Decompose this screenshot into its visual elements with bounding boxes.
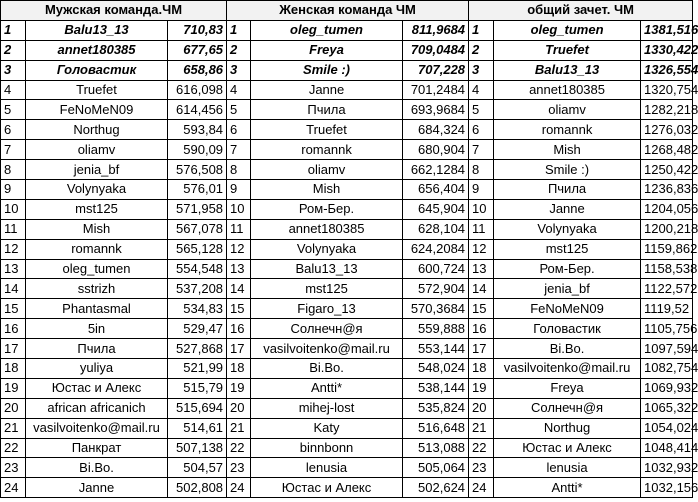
women-score-cell: 570,3684 — [403, 299, 469, 319]
women-rank-cell: 5 — [227, 100, 251, 120]
men-score-cell: 554,548 — [168, 259, 227, 279]
women-rank-cell: 4 — [227, 80, 251, 100]
men-name-cell: Mish — [26, 219, 168, 239]
table-row — [1, 100, 693, 120]
overall-name-cell: Smile :) — [494, 160, 641, 180]
women-score-cell: 701,2484 — [403, 80, 469, 100]
women-rank-cell: 18 — [227, 359, 251, 379]
overall-rank-cell: 3 — [469, 60, 494, 80]
men-score-cell: 502,808 — [168, 478, 227, 498]
overall-score-cell: 1326,554 — [641, 60, 693, 80]
table-row — [1, 279, 693, 299]
table-row — [1, 60, 693, 80]
men-name-cell: mst125 — [26, 199, 168, 219]
overall-name-cell: Northug — [494, 418, 641, 438]
overall-name-cell: Mish — [494, 140, 641, 160]
header-men-team: Мужская команда.ЧМ — [1, 1, 227, 21]
men-rank-cell: 23 — [1, 458, 26, 478]
overall-name-cell: Volynyaka — [494, 219, 641, 239]
overall-rank-cell: 24 — [469, 478, 494, 498]
women-rank-cell: 16 — [227, 319, 251, 339]
men-score-cell: 658,86 — [168, 60, 227, 80]
table-row — [1, 359, 693, 379]
women-score-cell: 680,904 — [403, 140, 469, 160]
men-name-cell: yuliya — [26, 359, 168, 379]
overall-score-cell: 1122,572 — [641, 279, 693, 299]
women-name-cell: Volynyaka — [251, 239, 403, 259]
men-name-cell: Панкрат — [26, 438, 168, 458]
men-score-cell: 504,57 — [168, 458, 227, 478]
women-name-cell: Bi.Bo. — [251, 359, 403, 379]
table-row — [1, 80, 693, 100]
women-name-cell: Truefet — [251, 120, 403, 140]
overall-name-cell: mst125 — [494, 239, 641, 259]
women-name-cell: mst125 — [251, 279, 403, 299]
overall-score-cell: 1204,056 — [641, 199, 693, 219]
overall-name-cell: jenia_bf — [494, 279, 641, 299]
men-score-cell: 515,694 — [168, 398, 227, 418]
overall-score-cell: 1032,932 — [641, 458, 693, 478]
men-score-cell: 527,868 — [168, 339, 227, 359]
overall-rank-cell: 9 — [469, 180, 494, 200]
women-score-cell: 535,824 — [403, 398, 469, 418]
overall-score-cell: 1105,756 — [641, 319, 693, 339]
table-row — [1, 259, 693, 279]
table-row — [1, 378, 693, 398]
overall-rank-cell: 20 — [469, 398, 494, 418]
overall-rank-cell: 6 — [469, 120, 494, 140]
men-rank-cell: 4 — [1, 80, 26, 100]
men-rank-cell: 6 — [1, 120, 26, 140]
women-score-cell: 656,404 — [403, 180, 469, 200]
women-name-cell: oliamv — [251, 160, 403, 180]
table-row — [1, 120, 693, 140]
table-row — [1, 160, 693, 180]
women-score-cell: 553,144 — [403, 339, 469, 359]
men-score-cell: 590,09 — [168, 140, 227, 160]
overall-rank-cell: 5 — [469, 100, 494, 120]
overall-name-cell: Freya — [494, 378, 641, 398]
table-row — [1, 438, 693, 458]
overall-rank-cell: 2 — [469, 40, 494, 60]
women-score-cell: 645,904 — [403, 199, 469, 219]
women-score-cell: 811,9684 — [403, 20, 469, 40]
women-name-cell: Katy — [251, 418, 403, 438]
men-score-cell: 565,128 — [168, 239, 227, 259]
overall-name-cell: Солнечн@я — [494, 398, 641, 418]
men-rank-cell: 13 — [1, 259, 26, 279]
men-name-cell: Balu13_13 — [26, 20, 168, 40]
women-rank-cell: 2 — [227, 40, 251, 60]
men-name-cell: Головастик — [26, 60, 168, 80]
overall-rank-cell: 10 — [469, 199, 494, 219]
overall-name-cell: Головастик — [494, 319, 641, 339]
women-score-cell: 572,904 — [403, 279, 469, 299]
women-rank-cell: 23 — [227, 458, 251, 478]
overall-name-cell: Пчила — [494, 180, 641, 200]
men-rank-cell: 9 — [1, 180, 26, 200]
men-rank-cell: 19 — [1, 378, 26, 398]
men-name-cell: sstrizh — [26, 279, 168, 299]
women-rank-cell: 20 — [227, 398, 251, 418]
women-score-cell: 707,228 — [403, 60, 469, 80]
men-rank-cell: 1 — [1, 20, 26, 40]
women-name-cell: Ром-Бер. — [251, 199, 403, 219]
women-score-cell: 548,024 — [403, 359, 469, 379]
table-row — [1, 180, 693, 200]
overall-score-cell: 1276,032 — [641, 120, 693, 140]
overall-name-cell: oliamv — [494, 100, 641, 120]
women-rank-cell: 8 — [227, 160, 251, 180]
overall-rank-cell: 7 — [469, 140, 494, 160]
women-name-cell: Пчила — [251, 100, 403, 120]
overall-score-cell: 1282,218 — [641, 100, 693, 120]
men-name-cell: Truefet — [26, 80, 168, 100]
overall-score-cell: 1065,322 — [641, 398, 693, 418]
overall-name-cell: Юстас и Алекс — [494, 438, 641, 458]
table-row — [1, 458, 693, 478]
men-rank-cell: 12 — [1, 239, 26, 259]
women-score-cell: 709,0484 — [403, 40, 469, 60]
overall-score-cell: 1097,594 — [641, 339, 693, 359]
men-score-cell: 614,456 — [168, 100, 227, 120]
women-name-cell: mihej-lost — [251, 398, 403, 418]
overall-rank-cell: 15 — [469, 299, 494, 319]
overall-rank-cell: 17 — [469, 339, 494, 359]
women-rank-cell: 10 — [227, 199, 251, 219]
women-rank-cell: 14 — [227, 279, 251, 299]
women-score-cell: 662,1284 — [403, 160, 469, 180]
women-score-cell: 624,2084 — [403, 239, 469, 259]
men-score-cell: 534,83 — [168, 299, 227, 319]
women-name-cell: Солнечн@я — [251, 319, 403, 339]
men-score-cell: 710,83 — [168, 20, 227, 40]
women-name-cell: annet180385 — [251, 219, 403, 239]
men-name-cell: 5in — [26, 319, 168, 339]
men-score-cell: 507,138 — [168, 438, 227, 458]
overall-name-cell: Janne — [494, 199, 641, 219]
men-rank-cell: 18 — [1, 359, 26, 379]
men-rank-cell: 11 — [1, 219, 26, 239]
overall-score-cell: 1048,414 — [641, 438, 693, 458]
women-score-cell: 600,724 — [403, 259, 469, 279]
overall-name-cell: Truefet — [494, 40, 641, 60]
overall-score-cell: 1032,156 — [641, 478, 693, 498]
overall-score-cell: 1250,422 — [641, 160, 693, 180]
women-name-cell: lenusia — [251, 458, 403, 478]
overall-rank-cell: 4 — [469, 80, 494, 100]
women-name-cell: Balu13_13 — [251, 259, 403, 279]
men-name-cell: Юстас и Алекс — [26, 378, 168, 398]
women-rank-cell: 15 — [227, 299, 251, 319]
men-name-cell: african africanich — [26, 398, 168, 418]
women-rank-cell: 1 — [227, 20, 251, 40]
overall-score-cell: 1069,932 — [641, 378, 693, 398]
overall-rank-cell: 18 — [469, 359, 494, 379]
table-body — [1, 20, 698, 497]
table-row — [1, 418, 693, 438]
table-row — [1, 319, 693, 339]
overall-score-cell: 1236,836 — [641, 180, 693, 200]
table-row — [1, 239, 693, 259]
men-rank-cell: 22 — [1, 438, 26, 458]
men-rank-cell: 20 — [1, 398, 26, 418]
overall-score-cell: 1200,218 — [641, 219, 693, 239]
men-score-cell: 576,508 — [168, 160, 227, 180]
men-rank-cell: 8 — [1, 160, 26, 180]
overall-rank-cell: 23 — [469, 458, 494, 478]
women-name-cell: romannk — [251, 140, 403, 160]
women-rank-cell: 24 — [227, 478, 251, 498]
table-row — [1, 20, 693, 40]
men-score-cell: 515,79 — [168, 378, 227, 398]
men-score-cell: 576,01 — [168, 180, 227, 200]
header-overall: общий зачет. ЧМ — [469, 1, 693, 21]
men-name-cell: Northug — [26, 120, 168, 140]
men-score-cell: 593,84 — [168, 120, 227, 140]
overall-rank-cell: 12 — [469, 239, 494, 259]
table-row — [1, 299, 693, 319]
men-name-cell: Janne — [26, 478, 168, 498]
table-row — [1, 219, 693, 239]
men-rank-cell: 16 — [1, 319, 26, 339]
men-rank-cell: 14 — [1, 279, 26, 299]
women-score-cell: 502,624 — [403, 478, 469, 498]
women-score-cell: 513,088 — [403, 438, 469, 458]
men-name-cell: Phantasmal — [26, 299, 168, 319]
women-name-cell: Freya — [251, 40, 403, 60]
table-row — [1, 398, 693, 418]
overall-name-cell: oleg_tumen — [494, 20, 641, 40]
women-score-cell: 628,104 — [403, 219, 469, 239]
men-score-cell: 616,098 — [168, 80, 227, 100]
women-score-cell: 684,324 — [403, 120, 469, 140]
overall-name-cell: Bi.Bo. — [494, 339, 641, 359]
women-name-cell: Janne — [251, 80, 403, 100]
men-name-cell: oliamv — [26, 140, 168, 160]
men-name-cell: FeNoMeN09 — [26, 100, 168, 120]
overall-rank-cell: 22 — [469, 438, 494, 458]
women-name-cell: Юстас и Алекс — [251, 478, 403, 498]
men-rank-cell: 5 — [1, 100, 26, 120]
overall-name-cell: FeNoMeN09 — [494, 299, 641, 319]
overall-rank-cell: 19 — [469, 378, 494, 398]
men-rank-cell: 10 — [1, 199, 26, 219]
overall-rank-cell: 21 — [469, 418, 494, 438]
men-rank-cell: 3 — [1, 60, 26, 80]
men-score-cell: 514,61 — [168, 418, 227, 438]
overall-rank-cell: 13 — [469, 259, 494, 279]
overall-score-cell: 1119,52 — [641, 299, 693, 319]
women-score-cell: 559,888 — [403, 319, 469, 339]
women-score-cell: 693,9684 — [403, 100, 469, 120]
women-name-cell: oleg_tumen — [251, 20, 403, 40]
women-rank-cell: 6 — [227, 120, 251, 140]
men-score-cell: 571,958 — [168, 199, 227, 219]
women-score-cell: 516,648 — [403, 418, 469, 438]
table-row — [1, 140, 693, 160]
women-rank-cell: 7 — [227, 140, 251, 160]
overall-rank-cell: 1 — [469, 20, 494, 40]
women-rank-cell: 19 — [227, 378, 251, 398]
table-row — [1, 199, 693, 219]
men-rank-cell: 15 — [1, 299, 26, 319]
overall-score-cell: 1159,862 — [641, 239, 693, 259]
overall-score-cell: 1381,516 — [641, 20, 693, 40]
women-name-cell: Mish — [251, 180, 403, 200]
overall-name-cell: Balu13_13 — [494, 60, 641, 80]
women-score-cell: 505,064 — [403, 458, 469, 478]
men-rank-cell: 17 — [1, 339, 26, 359]
overall-score-cell: 1330,422 — [641, 40, 693, 60]
table-row — [1, 478, 693, 498]
overall-name-cell: Ром-Бер. — [494, 259, 641, 279]
overall-rank-cell: 11 — [469, 219, 494, 239]
overall-score-cell: 1158,538 — [641, 259, 693, 279]
men-score-cell: 677,65 — [168, 40, 227, 60]
overall-name-cell: romannk — [494, 120, 641, 140]
women-rank-cell: 21 — [227, 418, 251, 438]
table-row — [1, 339, 693, 359]
men-name-cell: jenia_bf — [26, 160, 168, 180]
men-rank-cell: 21 — [1, 418, 26, 438]
overall-rank-cell: 16 — [469, 319, 494, 339]
men-name-cell: vasilvoitenko@mail.ru — [26, 418, 168, 438]
men-rank-cell: 2 — [1, 40, 26, 60]
women-rank-cell: 3 — [227, 60, 251, 80]
men-name-cell: annet180385 — [26, 40, 168, 60]
women-rank-cell: 17 — [227, 339, 251, 359]
header-row — [1, 1, 693, 21]
women-score-cell: 538,144 — [403, 378, 469, 398]
overall-name-cell: Antti* — [494, 478, 641, 498]
women-rank-cell: 11 — [227, 219, 251, 239]
women-name-cell: Smile :) — [251, 60, 403, 80]
men-name-cell: Bi.Bo. — [26, 458, 168, 478]
women-name-cell: binnbonn — [251, 438, 403, 458]
men-rank-cell: 7 — [1, 140, 26, 160]
men-score-cell: 529,47 — [168, 319, 227, 339]
overall-score-cell: 1054,024 — [641, 418, 693, 438]
men-score-cell: 537,208 — [168, 279, 227, 299]
men-rank-cell: 24 — [1, 478, 26, 498]
overall-rank-cell: 8 — [469, 160, 494, 180]
men-name-cell: romannk — [26, 239, 168, 259]
women-rank-cell: 12 — [227, 239, 251, 259]
women-name-cell: Antti* — [251, 378, 403, 398]
women-rank-cell: 13 — [227, 259, 251, 279]
header-women-team: Женская команда ЧМ — [227, 1, 469, 21]
women-name-cell: vasilvoitenko@mail.ru — [251, 339, 403, 359]
women-name-cell: Figaro_13 — [251, 299, 403, 319]
women-rank-cell: 9 — [227, 180, 251, 200]
men-score-cell: 521,99 — [168, 359, 227, 379]
women-rank-cell: 22 — [227, 438, 251, 458]
overall-name-cell: lenusia — [494, 458, 641, 478]
overall-rank-cell: 14 — [469, 279, 494, 299]
overall-name-cell: vasilvoitenko@mail.ru — [494, 359, 641, 379]
men-score-cell: 567,078 — [168, 219, 227, 239]
men-name-cell: Volynyaka — [26, 180, 168, 200]
men-name-cell: oleg_tumen — [26, 259, 168, 279]
overall-name-cell: annet180385 — [494, 80, 641, 100]
men-name-cell: Пчила — [26, 339, 168, 359]
overall-score-cell: 1268,482 — [641, 140, 693, 160]
overall-score-cell: 1320,754 — [641, 80, 693, 100]
overall-score-cell: 1082,754 — [641, 359, 693, 379]
table-row — [1, 40, 693, 60]
